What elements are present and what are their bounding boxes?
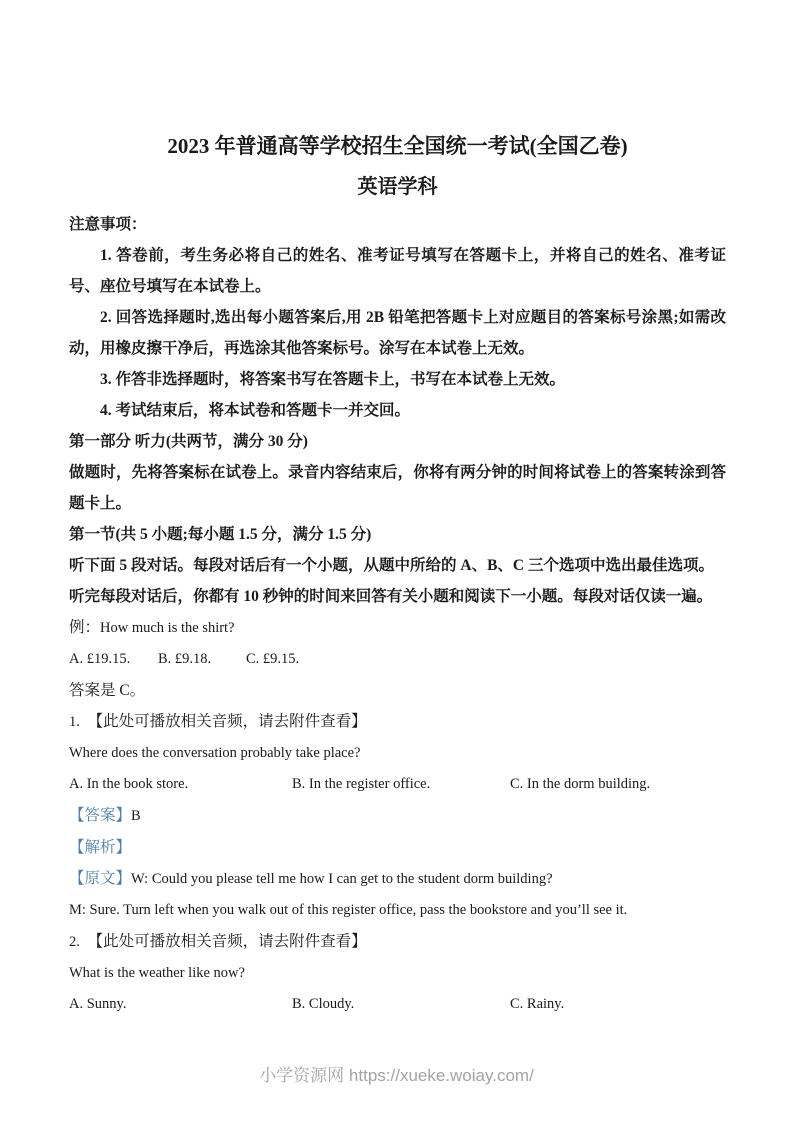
example-option-c: C. £9.15.	[246, 651, 300, 667]
question-2-audio-note: 【此处可播放相关音频，请去附件查看】	[87, 933, 367, 950]
question-2-number: 2.	[69, 934, 80, 950]
source-label: 【原文】	[69, 870, 132, 887]
notice-item-2: 2. 回答选择题时,选出每小题答案后,用 2B 铅笔把答题卡上对应题目的答案标号涂黑;如需改动，用橡皮擦干净后，再选涂其他答案标号。涂写在本试卷上无效。	[69, 309, 726, 357]
section1-instruction-2: 听完每段对话后，你都有 10 秒钟的时间来回答有关小题和阅读下一小题。每段对话仅读一遍。	[69, 588, 713, 605]
question-2-header	[69, 926, 726, 958]
example-answer-note: 答案是 C。	[69, 682, 146, 699]
answer-label: 【答案】	[69, 807, 132, 824]
notice-item-3: 3. 作答非选择题时，将答案书写在答题卡上，书写在本试卷上无效。	[100, 371, 566, 388]
footer-site-label: 小学资源网	[259, 1066, 345, 1085]
example-question-line	[69, 612, 726, 644]
question-2-option-b: B. Cloudy.	[292, 996, 355, 1012]
section1-instruction-1: 听下面 5 段对话。每段对话后有一个小题，从题中所给的 A、B、C 三个选项中选出最佳选项。	[69, 557, 714, 574]
question-1-source-line-m: M: Sure. Turn left when you walk out of this register office, pass the bookstore and you’ll see it.	[69, 902, 628, 918]
question-1-analysis-line	[69, 832, 726, 863]
footer-url: https://xueke.woiay.com/	[348, 1066, 534, 1085]
question-1-option-c: C. In the dorm building.	[510, 776, 651, 792]
spacer	[80, 933, 88, 950]
watermark-footer	[0, 1062, 793, 1090]
question-1-option-a: A. In the book store.	[69, 776, 189, 792]
question-1-source-line-w	[69, 863, 726, 895]
example-label: 例：	[69, 619, 101, 636]
question-1-header	[69, 706, 726, 738]
question-1-answer-line	[69, 800, 726, 832]
question-1-audio-note: 【此处可播放相关音频，请去附件查看】	[87, 713, 367, 730]
example-question-text: How much is the shirt?	[100, 620, 235, 636]
question-2-options-row	[69, 989, 726, 1020]
question-1-answer-value: B	[131, 808, 141, 824]
question-1-option-b: B. In the register office.	[292, 776, 431, 792]
question-1-text: Where does the conversation probably take place?	[69, 745, 361, 761]
page-subtitle: 英语学科	[357, 176, 438, 198]
question-1-source-w-text: W: Could you please tell me how I can get to the student dorm building?	[131, 871, 553, 887]
example-option-b: B. £9.18.	[158, 651, 212, 667]
question-1-options-row	[69, 769, 726, 800]
question-2-option-c: C. Rainy.	[510, 996, 565, 1012]
question-2-text: What is the weather like now?	[69, 965, 245, 981]
part1-intro: 做题时，先将答案标在试卷上。录音内容结束后，你将有两分钟的时间将试卷上的答案转涂到答题卡上。	[69, 464, 726, 512]
spacer	[80, 713, 88, 730]
part1-heading: 第一部分 听力(共两节，满分 30 分)	[69, 433, 308, 450]
analysis-label: 【解析】	[69, 839, 132, 856]
question-1-number: 1.	[69, 714, 80, 730]
notice-heading: 注意事项：	[69, 216, 147, 233]
notice-item-4: 4. 考试结束后，将本试卷和答题卡一并交回。	[100, 402, 411, 419]
page-title: 2023 年普通高等学校招生全国统一考试(全国乙卷)	[167, 134, 628, 158]
section1-heading: 第一节(共 5 小题;每小题 1.5 分，满分 1.5 分)	[69, 526, 372, 543]
notice-item-1: 1. 答卷前，考生务必将自己的姓名、准考证号填写在答题卡上，并将自己的姓名、准考证号、座位号填写在本试卷上。	[69, 247, 726, 295]
question-2-option-a: A. Sunny.	[69, 996, 127, 1012]
example-option-a: A. £19.15.	[69, 651, 131, 667]
example-options-row	[69, 644, 726, 675]
